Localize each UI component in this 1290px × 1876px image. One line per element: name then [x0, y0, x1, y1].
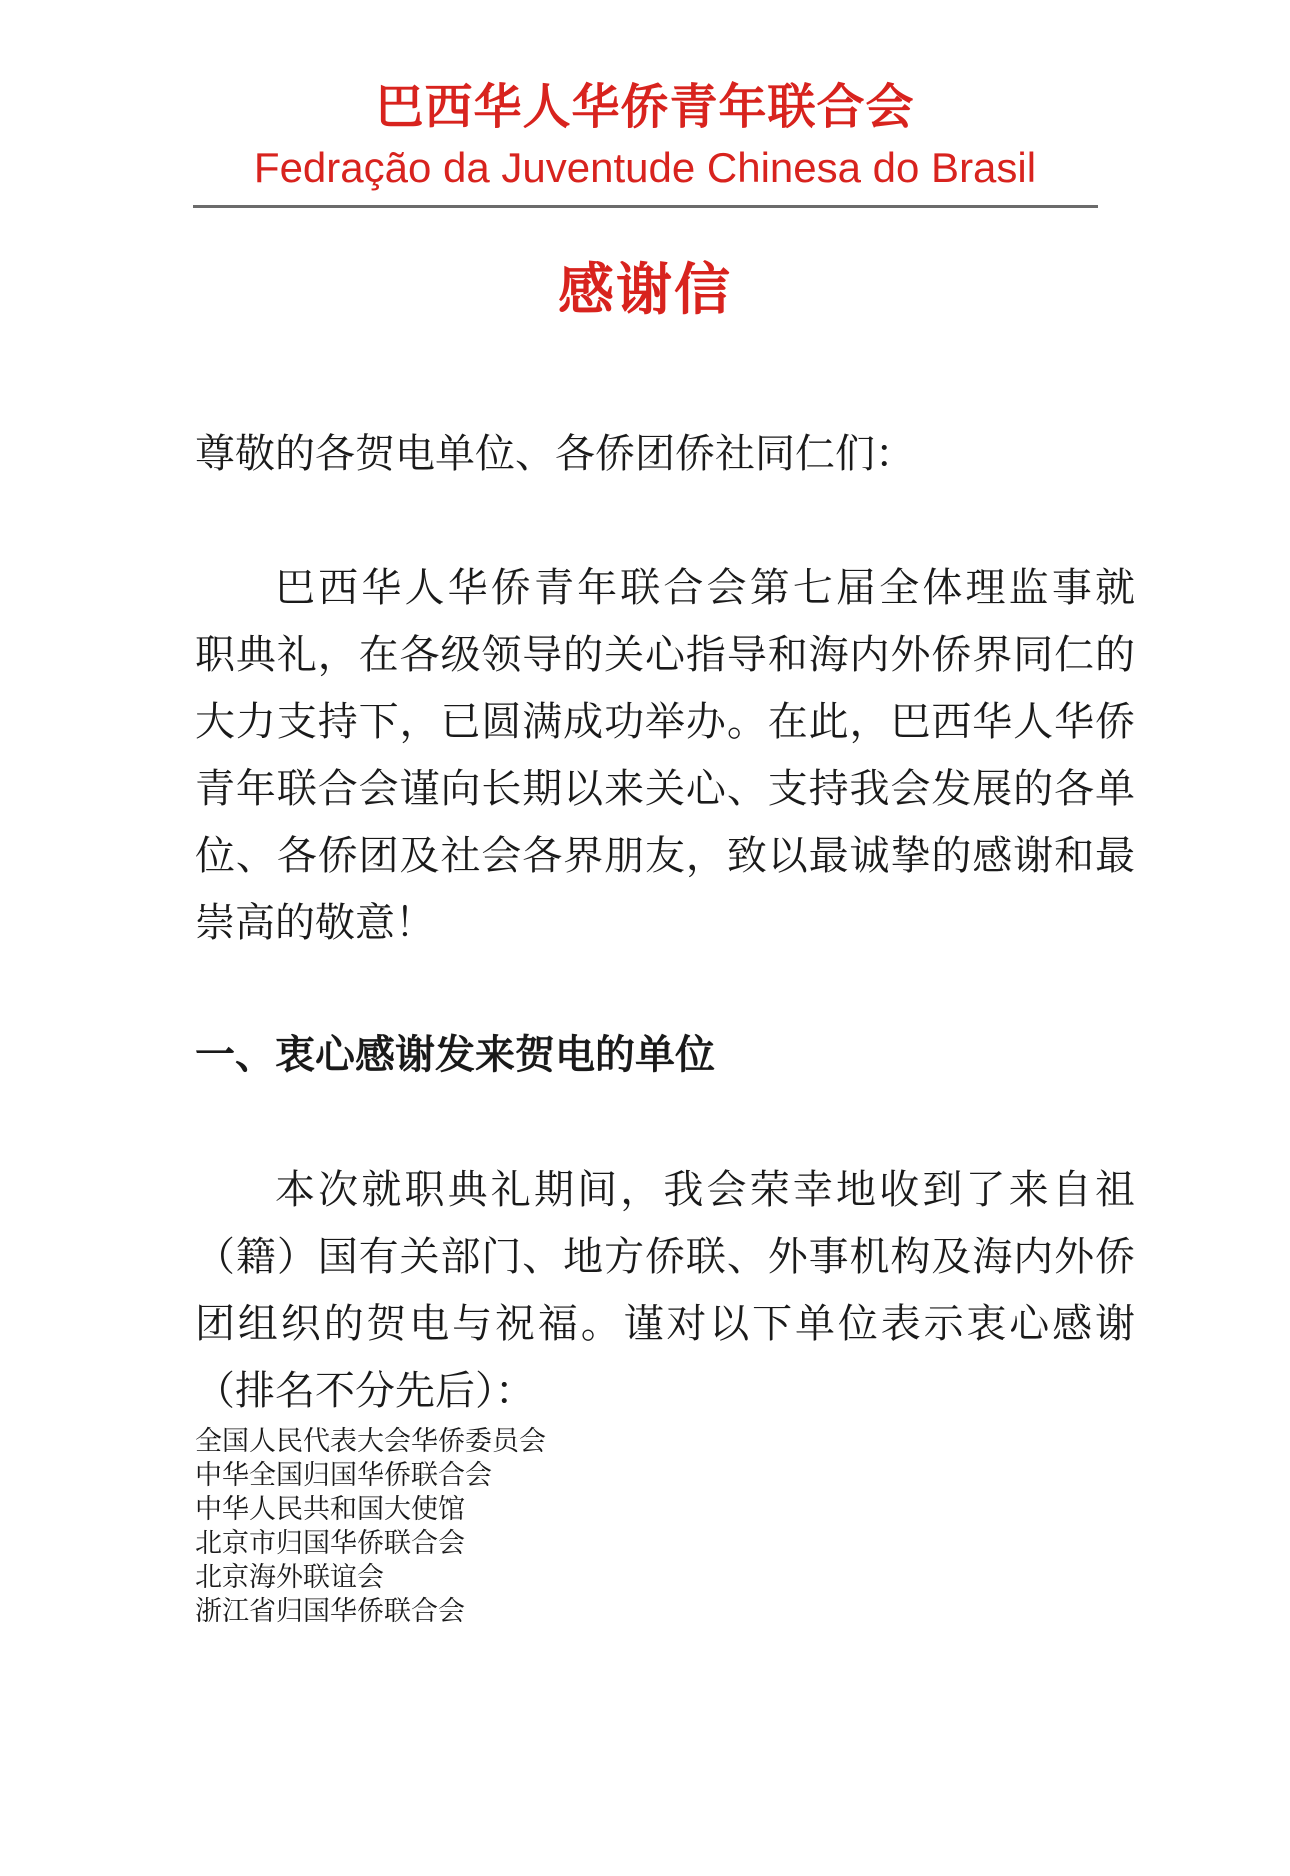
unit-list-item: 全国人民代表大会华侨委员会: [195, 1426, 546, 1456]
paragraph-line: 团组织的贺电与祝福。谨对以下单位表示衷心感谢: [195, 1301, 1135, 1346]
paragraph-line: 本次就职典礼期间，我会荣幸地收到了来自祖: [275, 1167, 1135, 1212]
unit-list-item: 北京海外联谊会: [195, 1562, 384, 1592]
salutation-line: 尊敬的各贺电单位、各侨团侨社同仁们：: [195, 431, 915, 476]
letter-page: [0, 78, 1290, 1876]
paragraph-line: 职典礼，在各级领导的关心指导和海内外侨界同仁的: [195, 632, 1135, 677]
unit-list-item: 浙江省归国华侨联合会: [195, 1596, 465, 1626]
org-name-portuguese: Fedração da Juventude Chinesa do Brasil: [253, 144, 1037, 191]
letter-body: [195, 420, 1135, 1628]
paragraph-congratulation-telegrams: [195, 1156, 1135, 1424]
unit-list-item: 中华全国归国华侨联合会: [195, 1460, 492, 1490]
unit-list-item: 北京市归国华侨联合会: [195, 1528, 465, 1558]
header-divider-rule: [193, 205, 1098, 208]
letter-title: 感谢信: [558, 260, 732, 322]
paragraph-line: （排名不分先后）：: [195, 1368, 535, 1413]
section-one-heading: 一、衷心感谢发来贺电的单位: [195, 1032, 715, 1077]
unit-list-item: 中华人民共和国大使馆: [195, 1494, 465, 1524]
paragraph-line: 崇高的敬意！: [195, 900, 435, 945]
paragraph-line: 青年联合会谨向长期以来关心、支持我会发展的各单: [195, 766, 1135, 811]
org-name-chinese: 巴西华人华侨青年联合会: [375, 81, 915, 134]
paragraph-line: （籍）国有关部门、地方侨联、外事机构及海内外侨: [195, 1234, 1135, 1279]
paragraph-line: 大力支持下，已圆满成功举办。在此，巴西华人华侨: [195, 699, 1135, 744]
paragraph-thanks: [195, 554, 1135, 956]
paragraph-line: 位、各侨团及社会各界朋友，致以最诚挚的感谢和最: [195, 833, 1135, 878]
thanked-units-list: [195, 1424, 1135, 1628]
paragraph-line: 巴西华人华侨青年联合会第七届全体理监事就: [275, 565, 1135, 610]
